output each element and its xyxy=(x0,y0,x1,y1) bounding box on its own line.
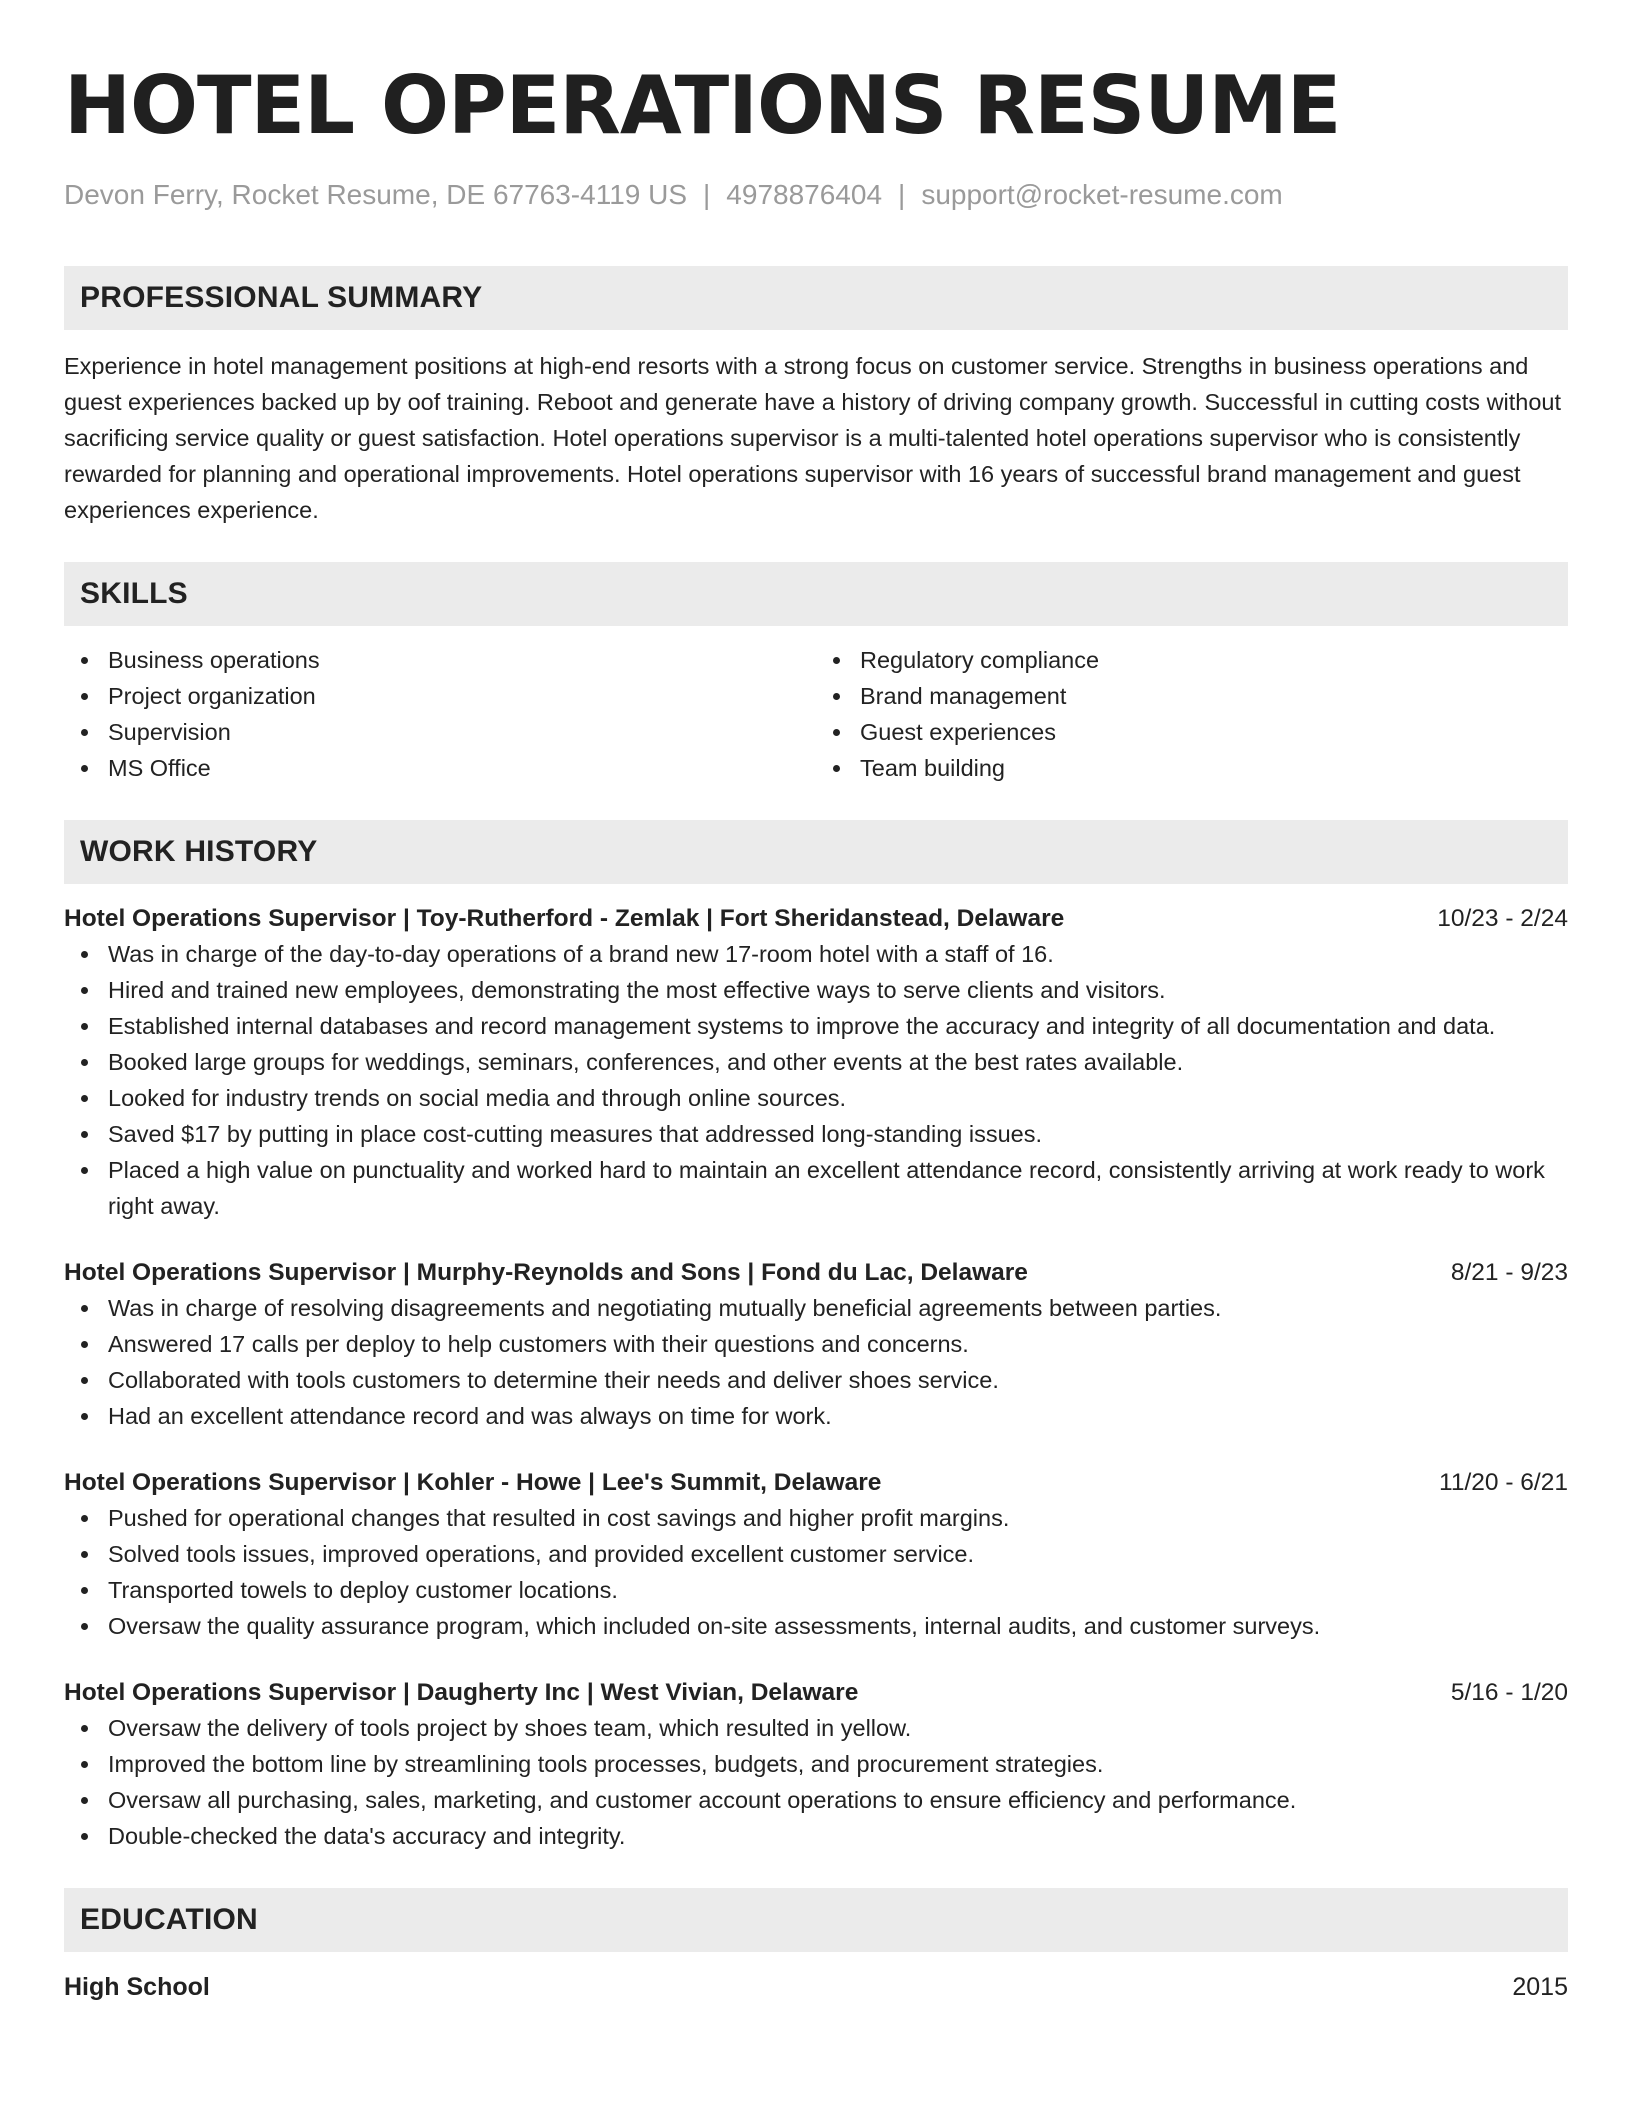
skill-item: Project organization xyxy=(108,678,816,714)
job-duty: Oversaw the quality assurance program, which included on-site assessments, internal audits, and customer surveys. xyxy=(108,1608,1568,1644)
contact-separator: | xyxy=(898,179,906,210)
education-entry xyxy=(64,1970,1568,2004)
job-duty: Had an excellent attendance record and was always on time for work. xyxy=(108,1398,1568,1434)
job-header xyxy=(64,1676,1568,1710)
job-duties xyxy=(64,1500,1568,1644)
job-duty: Hired and trained new employees, demonstrating the most effective ways to serve clients and visitors. xyxy=(108,972,1568,1008)
education-school: High School xyxy=(64,1973,210,2001)
job-title: Hotel Operations Supervisor | Murphy-Reynolds and Sons | Fond du Lac, Delaware xyxy=(64,1259,1028,1286)
resume-title: HOTEL OPERATIONS RESUME xyxy=(64,59,1341,152)
job-entry xyxy=(64,1676,1568,1854)
skill-item: Regulatory compliance xyxy=(860,642,1568,678)
job-title: Hotel Operations Supervisor | Kohler - Howe | Lee's Summit, Delaware xyxy=(64,1469,882,1496)
job-duty: Placed a high value on punctuality and worked hard to maintain an excellent attendance record, consistently arriving at work ready to work right away. xyxy=(108,1152,1568,1224)
contact-phone: 4978876404 xyxy=(726,179,883,210)
job-header xyxy=(64,1256,1568,1290)
education-heading: EDUCATION xyxy=(64,1888,1568,1952)
job-duty: Oversaw all purchasing, sales, marketing, and customer account operations to ensure efficiency and performance. xyxy=(108,1782,1568,1818)
job-title: Hotel Operations Supervisor | Toy-Rutherford - Zemlak | Fort Sheridanstead, Delaware xyxy=(64,905,1065,932)
education-year: 2015 xyxy=(1512,1973,1568,2001)
job-duty: Improved the bottom line by streamlining tools processes, budgets, and procurement strategies. xyxy=(108,1746,1568,1782)
contact-address: Devon Ferry, Rocket Resume, DE 67763-4119 US xyxy=(64,179,688,210)
skill-item: Brand management xyxy=(860,678,1568,714)
job-duty: Solved tools issues, improved operations, and provided excellent customer service. xyxy=(108,1536,1568,1572)
job-duty: Double-checked the data's accuracy and integrity. xyxy=(108,1818,1568,1854)
job-duty: Was in charge of the day-to-day operations of a brand new 17-room hotel with a staff of 16. xyxy=(108,936,1568,972)
summary-text: Experience in hotel management positions at high-end resorts with a strong focus on customer service. Strengths in business operations and guest experiences backed up by oof training. Reboot and generate have a history of driving company growth. Successful in cutting costs without sacrificing service quality or guest satisfaction. Hotel operations supervisor is a multi-talented hotel operations supervisor who is consistently rewarded for planning and operational improvements. Hotel operations supervisor with 16 years of successful brand management and guest experiences experience. xyxy=(64,353,1562,523)
skill-item: MS Office xyxy=(108,750,816,786)
job-entry xyxy=(64,1256,1568,1434)
skills-list-right xyxy=(816,642,1568,786)
job-duties xyxy=(64,936,1568,1224)
job-duties xyxy=(64,1290,1568,1434)
skills-list-left xyxy=(64,642,816,786)
job-duty: Pushed for operational changes that resulted in cost savings and higher profit margins. xyxy=(108,1500,1568,1536)
skill-item: Supervision xyxy=(108,714,816,750)
job-duty: Transported towels to deploy customer locations. xyxy=(108,1572,1568,1608)
skills-grid xyxy=(64,642,1568,786)
job-dates: 11/20 - 6/21 xyxy=(1439,1469,1568,1496)
contact-line xyxy=(64,178,1568,212)
job-title: Hotel Operations Supervisor | Daugherty Inc | West Vivian, Delaware xyxy=(64,1679,859,1706)
job-duty: Saved $17 by putting in place cost-cutting measures that addressed long-standing issues. xyxy=(108,1116,1568,1152)
job-duty: Established internal databases and record management systems to improve the accuracy and integrity of all documentation and data. xyxy=(108,1008,1568,1044)
skills-heading: SKILLS xyxy=(64,562,1568,626)
job-duties xyxy=(64,1710,1568,1854)
skill-item: Guest experiences xyxy=(860,714,1568,750)
contact-separator: | xyxy=(703,179,711,210)
job-duty: Was in charge of resolving disagreements and negotiating mutually beneficial agreements between parties. xyxy=(108,1290,1568,1326)
job-duty: Looked for industry trends on social media and through online sources. xyxy=(108,1080,1568,1116)
job-duty: Oversaw the delivery of tools project by shoes team, which resulted in yellow. xyxy=(108,1710,1568,1746)
job-duty: Booked large groups for weddings, seminars, conferences, and other events at the best rates available. xyxy=(108,1044,1568,1080)
work-history-heading: WORK HISTORY xyxy=(64,820,1568,884)
contact-email: support@rocket-resume.com xyxy=(921,179,1283,210)
job-header xyxy=(64,902,1568,936)
job-entry xyxy=(64,902,1568,1224)
job-dates: 8/21 - 9/23 xyxy=(1450,1259,1568,1286)
job-entry xyxy=(64,1466,1568,1644)
job-header xyxy=(64,1466,1568,1500)
job-duty: Collaborated with tools customers to determine their needs and deliver shoes service. xyxy=(108,1362,1568,1398)
job-dates: 5/16 - 1/20 xyxy=(1450,1679,1568,1706)
job-dates: 10/23 - 2/24 xyxy=(1437,905,1568,932)
summary-heading: PROFESSIONAL SUMMARY xyxy=(64,266,1568,330)
skill-item: Business operations xyxy=(108,642,816,678)
skill-item: Team building xyxy=(860,750,1568,786)
job-duty: Answered 17 calls per deploy to help customers with their questions and concerns. xyxy=(108,1326,1568,1362)
